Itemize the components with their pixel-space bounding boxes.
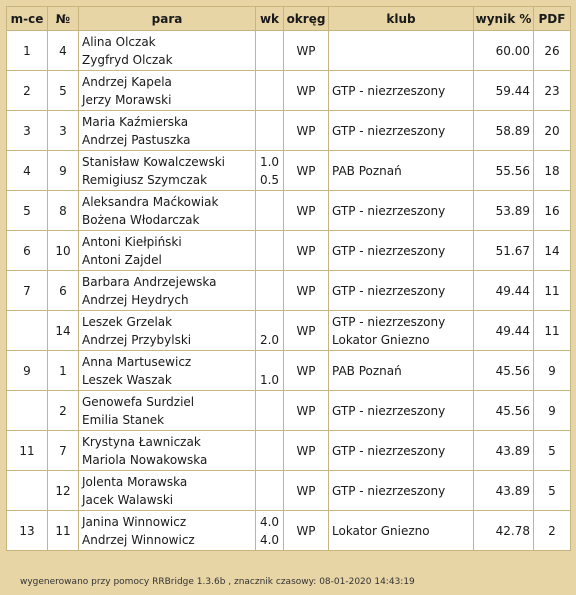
pair-number-cell: 6 (48, 271, 79, 311)
wk-value (259, 393, 280, 411)
score-cell: 53.89 (474, 191, 534, 231)
player-name: Antoni Kiełpiński (82, 234, 182, 249)
player-name: Andrzej Pastuszka (82, 132, 191, 147)
wk-value (259, 353, 280, 371)
pair-cell (79, 351, 256, 391)
player-name: Zygfryd Olczak (82, 52, 173, 67)
pair-cell (79, 111, 256, 151)
district-cell: WP (284, 311, 329, 351)
player-name: Genowefa Surdziel (82, 394, 195, 409)
wk-cell (256, 31, 284, 71)
table-row (7, 151, 571, 191)
player-name: Janina Winnowicz (82, 514, 187, 529)
club-name: Lokator Gniezno (332, 523, 430, 538)
table-row (7, 31, 571, 71)
pair-number-cell: 5 (48, 71, 79, 111)
pdf-cell: 11 (534, 311, 571, 351)
player-name: Andrzej Przybylski (82, 332, 192, 347)
wk-cell (256, 191, 284, 231)
player-name: Leszek Grzelak (82, 314, 173, 329)
footer-note: wygenerowano przy pomocy RRBridge 1.3.6b , znacznik czasowy: 08-01-2020 14:43:19 (20, 577, 415, 587)
club-name: GTP - niezrzeszony (332, 243, 446, 258)
district-cell: WP (284, 271, 329, 311)
club-cell (329, 511, 474, 551)
pair-number-cell: 11 (48, 511, 79, 551)
club-cell (329, 271, 474, 311)
district-cell: WP (284, 511, 329, 551)
pdf-cell: 5 (534, 431, 571, 471)
header-pair: para (79, 7, 256, 31)
pair-number-cell: 7 (48, 431, 79, 471)
wk-value (259, 451, 280, 469)
player-name: Jacek Walawski (82, 492, 174, 507)
wk-cell (256, 151, 284, 191)
club-name: PAB Poznań (332, 163, 402, 178)
club-cell (329, 111, 474, 151)
score-cell: 45.56 (474, 351, 534, 391)
wk-value: 1.0 (259, 372, 280, 387)
table-row (7, 231, 571, 271)
pdf-cell: 23 (534, 71, 571, 111)
wk-value (259, 473, 280, 491)
wk-cell (256, 231, 284, 271)
pdf-cell: 26 (534, 31, 571, 71)
player-name: Jolenta Morawska (82, 474, 188, 489)
wk-cell (256, 71, 284, 111)
district-cell: WP (284, 111, 329, 151)
club-cell (329, 431, 474, 471)
district-cell: WP (284, 351, 329, 391)
player-name: Krystyna Ławniczak (82, 434, 201, 449)
score-cell: 43.89 (474, 431, 534, 471)
wk-value (259, 33, 280, 51)
wk-value (259, 131, 280, 149)
club-cell (329, 31, 474, 71)
place-cell: 9 (7, 351, 48, 391)
player-name: Andrzej Winnowicz (82, 532, 195, 547)
pair-number-cell: 14 (48, 311, 79, 351)
place-cell: 6 (7, 231, 48, 271)
district-cell: WP (284, 431, 329, 471)
wk-value (259, 313, 280, 331)
pdf-cell: 5 (534, 471, 571, 511)
club-name: GTP - niezrzeszony (332, 403, 446, 418)
club-cell (329, 71, 474, 111)
player-name: Maria Kaźmierska (82, 114, 189, 129)
wk-value (259, 193, 280, 211)
wk-cell (256, 391, 284, 431)
pair-cell (79, 311, 256, 351)
score-cell: 55.56 (474, 151, 534, 191)
pair-number-cell: 8 (48, 191, 79, 231)
wk-value (259, 113, 280, 131)
player-name: Bożena Włodarczak (82, 212, 200, 227)
table-row (7, 111, 571, 151)
pair-number-cell: 2 (48, 391, 79, 431)
player-name: Stanisław Kowalczewski (82, 154, 226, 169)
player-name: Remigiusz Szymczak (82, 172, 208, 187)
wk-value (259, 251, 280, 269)
pair-cell (79, 71, 256, 111)
place-cell: 5 (7, 191, 48, 231)
pair-cell (79, 151, 256, 191)
score-cell: 59.44 (474, 71, 534, 111)
club-name: GTP - niezrzeszony (332, 123, 446, 138)
score-cell: 42.78 (474, 511, 534, 551)
club-name: GTP - niezrzeszony (332, 83, 446, 98)
wk-cell (256, 311, 284, 351)
wk-value (259, 211, 280, 229)
place-cell: 2 (7, 71, 48, 111)
pair-cell (79, 191, 256, 231)
club-name (332, 42, 470, 60)
pair-number-cell: 1 (48, 351, 79, 391)
club-cell (329, 471, 474, 511)
score-cell: 51.67 (474, 231, 534, 271)
score-cell: 58.89 (474, 111, 534, 151)
district-cell: WP (284, 471, 329, 511)
header-wk: wk (256, 7, 284, 31)
district-cell: WP (284, 151, 329, 191)
pair-number-cell: 3 (48, 111, 79, 151)
pair-cell (79, 391, 256, 431)
place-cell: 7 (7, 271, 48, 311)
player-name: Andrzej Kapela (82, 74, 172, 89)
pair-number-cell: 10 (48, 231, 79, 271)
district-cell: WP (284, 231, 329, 271)
place-cell: 1 (7, 31, 48, 71)
pair-cell (79, 31, 256, 71)
table-row (7, 511, 571, 551)
wk-value (259, 433, 280, 451)
club-cell (329, 151, 474, 191)
player-name: Anna Martusewicz (82, 354, 192, 369)
table-row (7, 191, 571, 231)
district-cell: WP (284, 391, 329, 431)
table-row (7, 311, 571, 351)
place-cell (7, 391, 48, 431)
club-name: Lokator Gniezno (332, 332, 430, 347)
wk-cell (256, 431, 284, 471)
wk-cell (256, 271, 284, 311)
club-name: GTP - niezrzeszony (332, 283, 446, 298)
header-pdf: PDF (534, 7, 571, 31)
wk-value (259, 491, 280, 509)
table-row (7, 431, 571, 471)
score-cell: 49.44 (474, 271, 534, 311)
pdf-cell: 18 (534, 151, 571, 191)
place-cell: 11 (7, 431, 48, 471)
table-row (7, 271, 571, 311)
wk-value (259, 411, 280, 429)
player-name: Aleksandra Maćkowiak (82, 194, 219, 209)
club-name: GTP - niezrzeszony (332, 483, 446, 498)
pair-cell (79, 431, 256, 471)
header-club: klub (329, 7, 474, 31)
header-place: m-ce (7, 7, 48, 31)
table-row (7, 471, 571, 511)
wk-value (259, 51, 280, 69)
club-name: GTP - niezrzeszony (332, 443, 446, 458)
score-cell: 60.00 (474, 31, 534, 71)
club-cell (329, 391, 474, 431)
wk-value (259, 91, 280, 109)
header-row (7, 7, 571, 31)
wk-value (259, 73, 280, 91)
pair-number-cell: 9 (48, 151, 79, 191)
club-cell (329, 191, 474, 231)
player-name: Jerzy Morawski (82, 92, 172, 107)
pdf-cell: 9 (534, 391, 571, 431)
player-name: Emilia Stanek (82, 412, 165, 427)
wk-cell (256, 351, 284, 391)
district-cell: WP (284, 191, 329, 231)
pair-number-cell: 4 (48, 31, 79, 71)
wk-cell (256, 111, 284, 151)
player-name: Antoni Zajdel (82, 252, 162, 267)
pdf-cell: 9 (534, 351, 571, 391)
wk-value: 2.0 (259, 332, 280, 347)
table-row (7, 71, 571, 111)
pair-cell (79, 471, 256, 511)
score-cell: 45.56 (474, 391, 534, 431)
club-name: GTP - niezrzeszony (332, 203, 446, 218)
place-cell: 13 (7, 511, 48, 551)
score-cell: 49.44 (474, 311, 534, 351)
player-name: Leszek Waszak (82, 372, 172, 387)
pair-cell (79, 231, 256, 271)
pdf-cell: 14 (534, 231, 571, 271)
wk-value: 0.5 (259, 172, 280, 187)
score-cell: 43.89 (474, 471, 534, 511)
results-table (6, 6, 571, 551)
table-row (7, 351, 571, 391)
pair-cell (79, 271, 256, 311)
pdf-cell: 2 (534, 511, 571, 551)
club-cell (329, 231, 474, 271)
club-name: GTP - niezrzeszony (332, 314, 446, 329)
club-name: PAB Poznań (332, 363, 402, 378)
place-cell: 3 (7, 111, 48, 151)
pdf-cell: 20 (534, 111, 571, 151)
wk-value: 1.0 (259, 154, 280, 169)
wk-cell (256, 471, 284, 511)
district-cell: WP (284, 71, 329, 111)
pdf-cell: 11 (534, 271, 571, 311)
header-district: okręg (284, 7, 329, 31)
wk-value: 4.0 (259, 514, 280, 529)
wk-value (259, 273, 280, 291)
header-number: № (48, 7, 79, 31)
district-cell: WP (284, 31, 329, 71)
wk-value: 4.0 (259, 532, 280, 547)
pdf-cell: 16 (534, 191, 571, 231)
player-name: Mariola Nowakowska (82, 452, 208, 467)
player-name: Andrzej Heydrych (82, 292, 189, 307)
club-cell (329, 311, 474, 351)
player-name: Barbara Andrzejewska (82, 274, 217, 289)
place-cell (7, 471, 48, 511)
wk-value (259, 233, 280, 251)
header-score: wynik % (474, 7, 534, 31)
wk-cell (256, 511, 284, 551)
pair-cell (79, 511, 256, 551)
club-cell (329, 351, 474, 391)
place-cell (7, 311, 48, 351)
pair-number-cell: 12 (48, 471, 79, 511)
wk-value (259, 291, 280, 309)
place-cell: 4 (7, 151, 48, 191)
player-name: Alina Olczak (82, 34, 156, 49)
table-row (7, 391, 571, 431)
